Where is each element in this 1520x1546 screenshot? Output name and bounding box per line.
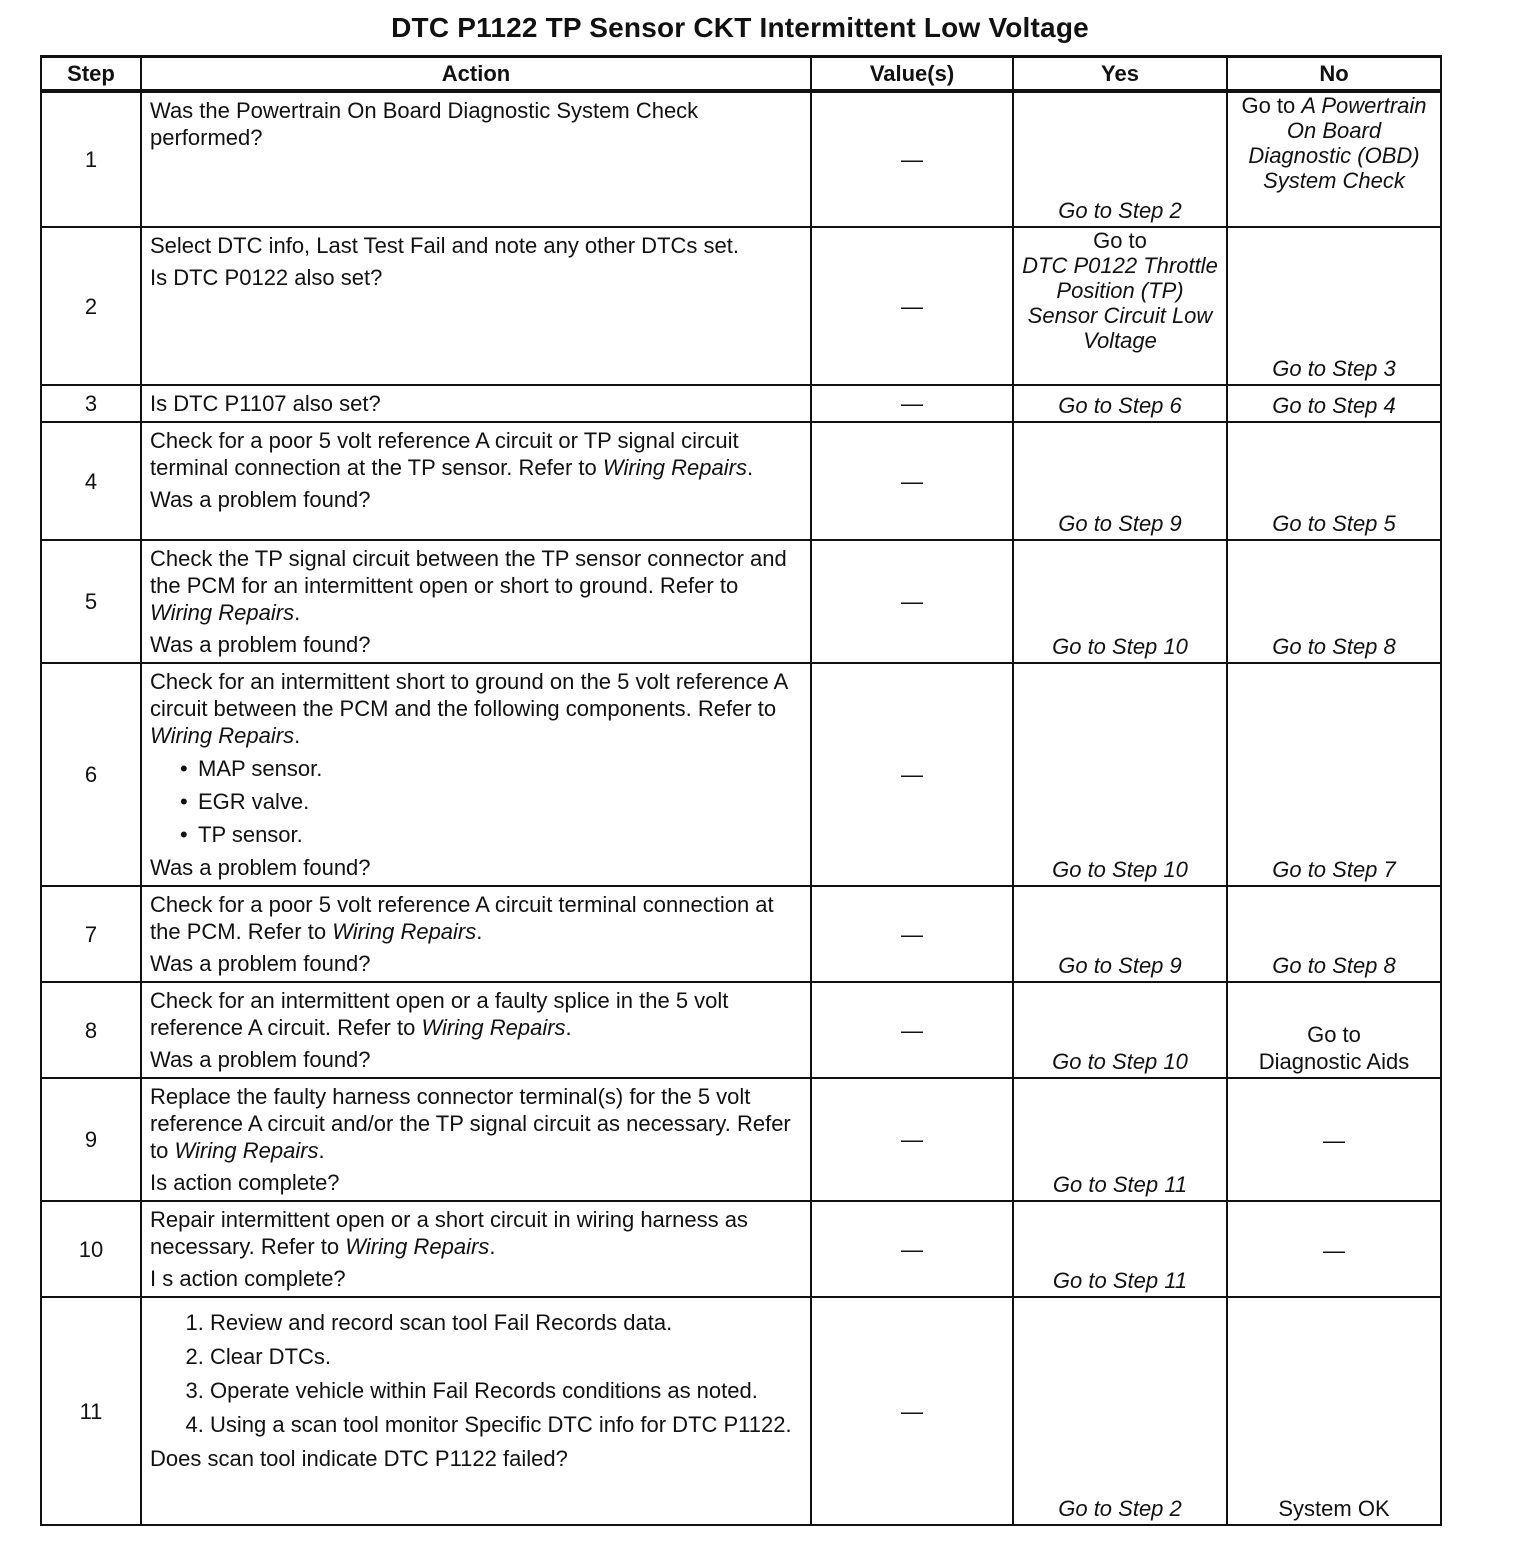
- yes-cell: [1013, 227, 1227, 385]
- list-item: • MAP sensor.: [180, 755, 802, 782]
- action-cell: [141, 982, 811, 1078]
- header-values: Value(s): [811, 57, 1013, 92]
- table-row: [41, 1201, 1441, 1297]
- yes-cell: Go to Step 10: [1013, 982, 1227, 1078]
- action-question: I s action complete?: [150, 1266, 346, 1291]
- wiring-repairs-reference: Wiring Repairs: [345, 1234, 490, 1259]
- yes-cell: Go to Step 9: [1013, 422, 1227, 540]
- no-cell: —: [1227, 1078, 1441, 1201]
- action-period: .: [565, 1015, 572, 1040]
- table-row: [41, 385, 1441, 422]
- action-period: .: [746, 455, 754, 480]
- wiring-repairs-reference: Wiring Repairs: [602, 455, 747, 480]
- yes-cell: Go to Step 11: [1013, 1078, 1227, 1201]
- header-no: No: [1227, 57, 1441, 92]
- action-question: Is action complete?: [150, 1170, 340, 1195]
- no-reference: A Powertrain On Board Diagnostic (OBD) System Check: [1248, 93, 1427, 193]
- yes-cell: Go to Step 10: [1013, 663, 1227, 886]
- no-cell: Go to Step 8: [1227, 540, 1441, 663]
- list-item: • EGR valve.: [180, 788, 802, 815]
- no-cell: Go to Step 8: [1227, 886, 1441, 982]
- no-cell: Go to Step 4: [1227, 385, 1441, 422]
- value-cell: —: [811, 540, 1013, 663]
- action-text: Was the Powertrain On Board Diagnostic System Check performed?: [150, 98, 699, 150]
- table-row: [41, 1297, 1441, 1525]
- table-row: [41, 540, 1441, 663]
- action-period: .: [318, 1138, 325, 1163]
- list-item: 2. Clear DTCs.: [210, 1343, 802, 1370]
- list-item: 3. Operate vehicle within Fail Records conditions as noted.: [210, 1377, 802, 1404]
- no-cell: Go to Step 5: [1227, 422, 1441, 540]
- action-question: Was a problem found?: [150, 1047, 371, 1072]
- value-cell: —: [811, 663, 1013, 886]
- step-number: 10: [41, 1201, 141, 1297]
- step-number: 11: [41, 1297, 141, 1525]
- no-cell: —: [1227, 1201, 1441, 1297]
- yes-reference: DTC P0122 Throttle Position (TP) Sensor Circuit Low Voltage: [1022, 253, 1218, 353]
- value-cell: —: [811, 886, 1013, 982]
- list-item: 1. Review and record scan tool Fail Records data.: [210, 1309, 802, 1336]
- value-cell: —: [811, 91, 1013, 227]
- page-title: DTC P1122 TP Sensor CKT Intermittent Low Voltage: [391, 12, 1089, 43]
- wiring-repairs-reference: Wiring Repairs: [174, 1138, 319, 1163]
- action-text: [150, 668, 802, 749]
- action-question: Is DTC P0122 also set?: [150, 265, 383, 290]
- action-cell: [141, 385, 811, 422]
- action-body: Replace the faulty harness connector terminal(s) for the 5 volt reference A circuit and/or the TP signal circuit as necessary. Refer to: [150, 1084, 791, 1163]
- action-text: [150, 987, 802, 1041]
- header-step: Step: [41, 57, 141, 92]
- yes-cell: Go to Step 9: [1013, 886, 1227, 982]
- action-period: .: [476, 919, 483, 944]
- action-body: Check for a poor 5 volt reference A circuit or TP signal circuit terminal connection at the TP sensor. Refer to: [150, 428, 739, 480]
- action-period: .: [294, 723, 301, 748]
- action-text: [150, 1206, 802, 1260]
- action-cell: [141, 422, 811, 540]
- action-period: .: [489, 1234, 496, 1259]
- action-cell: [141, 1297, 811, 1525]
- table-row: [41, 982, 1441, 1078]
- component-list: [150, 755, 802, 848]
- header-yes: Yes: [1013, 57, 1227, 92]
- action-body: Check the TP signal circuit between the TP sensor connector and the PCM for an intermittent open or short to ground. Refer to: [150, 546, 787, 598]
- table-row: [41, 422, 1441, 540]
- action-text: Is DTC P1107 also set?: [150, 391, 381, 416]
- step-number: 3: [41, 385, 141, 422]
- no-cell: Go to Diagnostic Aids: [1227, 982, 1441, 1078]
- step-number: 7: [41, 886, 141, 982]
- action-question: Was a problem found?: [150, 951, 371, 976]
- action-cell: [141, 663, 811, 886]
- yes-cell: Go to Step 10: [1013, 540, 1227, 663]
- yes-prefix: Go to: [1093, 228, 1147, 253]
- action-cell: [141, 1201, 811, 1297]
- yes-cell: Go to Step 2: [1013, 91, 1227, 227]
- wiring-repairs-reference: Wiring Repairs: [150, 723, 295, 748]
- wiring-repairs-reference: Wiring Repairs: [421, 1015, 566, 1040]
- step-number: 8: [41, 982, 141, 1078]
- step-number: 9: [41, 1078, 141, 1201]
- no-cell: Go to Step 7: [1227, 663, 1441, 886]
- yes-cell: Go to Step 6: [1013, 385, 1227, 422]
- value-cell: —: [811, 385, 1013, 422]
- yes-cell: Go to Step 2: [1013, 1297, 1227, 1525]
- action-cell: [141, 1078, 811, 1201]
- wiring-repairs-reference: Wiring Repairs: [332, 919, 477, 944]
- action-body: Repair intermittent open or a short circuit in wiring harness as necessary. Refer to: [150, 1207, 748, 1259]
- step-number: 4: [41, 422, 141, 540]
- action-text: Select DTC info, Last Test Fail and note any other DTCs set.: [150, 233, 739, 258]
- step-number: 1: [41, 91, 141, 227]
- value-cell: —: [811, 1201, 1013, 1297]
- action-question: Was a problem found?: [150, 855, 371, 880]
- step-number: 2: [41, 227, 141, 385]
- table-row: [41, 1078, 1441, 1201]
- action-question: Does scan tool indicate DTC P1122 failed?: [150, 1446, 568, 1471]
- value-cell: —: [811, 982, 1013, 1078]
- action-text: [150, 545, 802, 626]
- table-row: [41, 91, 1441, 227]
- procedure-list: [150, 1309, 802, 1438]
- wiring-repairs-reference: Wiring Repairs: [150, 600, 295, 625]
- action-cell: [141, 540, 811, 663]
- yes-cell: Go to Step 11: [1013, 1201, 1227, 1297]
- action-cell: [141, 91, 811, 227]
- diagnostic-table: [40, 55, 1442, 1526]
- header-row: [41, 57, 1441, 92]
- action-text: [150, 427, 802, 481]
- header-action: Action: [141, 57, 811, 92]
- table-row: [41, 663, 1441, 886]
- value-cell: —: [811, 1297, 1013, 1525]
- action-text: [150, 891, 802, 945]
- list-item: 4. Using a scan tool monitor Specific DTC info for DTC P1122.: [210, 1411, 802, 1438]
- no-cell: [1227, 91, 1441, 227]
- value-cell: —: [811, 1078, 1013, 1201]
- step-number: 6: [41, 663, 141, 886]
- action-body: Check for an intermittent short to ground on the 5 volt reference A circuit between the PCM and the following components. Refer to: [150, 669, 788, 721]
- action-cell: [141, 227, 811, 385]
- action-period: .: [294, 600, 301, 625]
- action-question: Was a problem found?: [150, 487, 371, 512]
- list-item: • TP sensor.: [180, 821, 802, 848]
- value-cell: —: [811, 422, 1013, 540]
- value-cell: —: [811, 227, 1013, 385]
- step-number: 5: [41, 540, 141, 663]
- table-row: [41, 227, 1441, 385]
- action-text: [150, 1083, 802, 1164]
- no-cell: Go to Step 3: [1227, 227, 1441, 385]
- no-cell: System OK: [1227, 1297, 1441, 1525]
- action-body: Check for a poor 5 volt reference A circuit terminal connection at the PCM. Refer to: [150, 892, 774, 944]
- table-row: [41, 886, 1441, 982]
- no-prefix: Go to: [1241, 93, 1302, 118]
- action-cell: [141, 886, 811, 982]
- action-body: Check for an intermittent open or a faulty splice in the 5 volt reference A circuit. Refer to: [150, 988, 729, 1040]
- action-question: Was a problem found?: [150, 632, 371, 657]
